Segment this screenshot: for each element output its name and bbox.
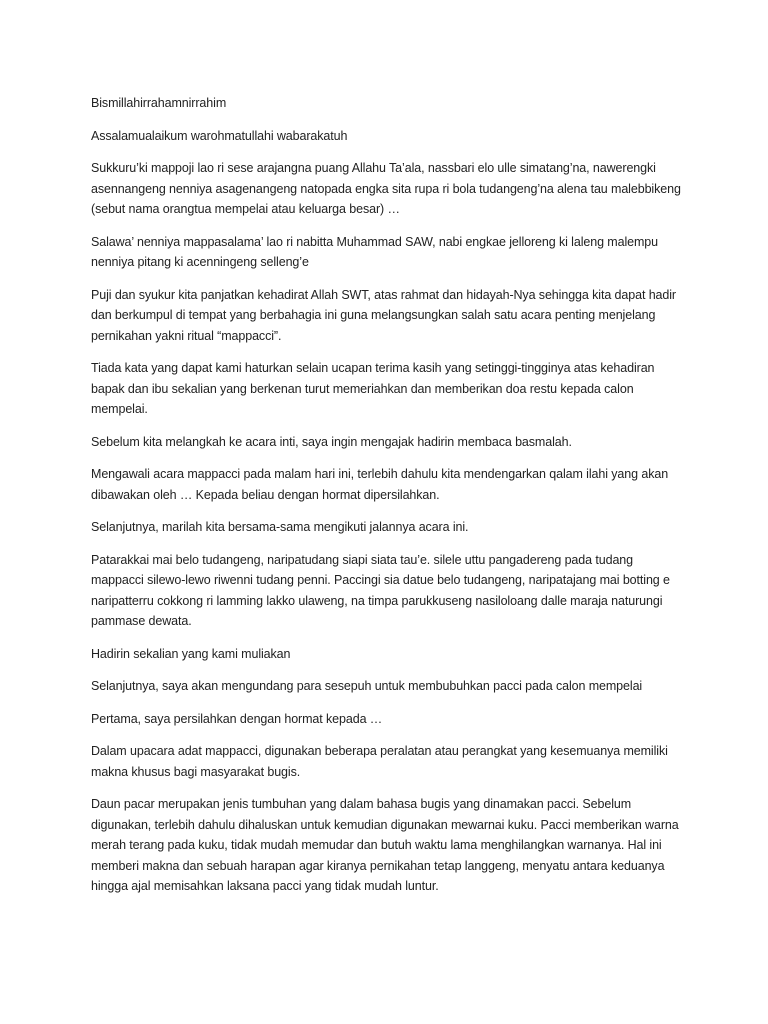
paragraph-bugis-salawat: Salawa’ nenniya mappasalama’ lao ri nabitta Muhammad SAW, nabi engkae jelloreng ki laleng malempu nenniya pitang ki acenningeng selleng’e bbox=[91, 234, 659, 269]
document-body bbox=[91, 93, 681, 909]
paragraph-bugis-gratitude: Sukkuru’ki mappoji lao ri sese arajangna puang Allahu Ta’ala, nassbari elo ulle simatang’na, nawerengki asennangeng nenniya asagenangeng natopada engka sita rupa ri bola tudangeng’na alena tau malebbikeng (sebut nama orangtua mempelai atau keluarga besar) … bbox=[91, 161, 681, 216]
paragraph-henna-meaning: Daun pacar merupakan jenis tumbuhan yang dalam bahasa bugis yang dinamakan pacci. Sebelum digunakan, terlebih dahulu dihaluskan untuk kemudian digunakan mewarnai kuku. Pacci memberikan warna merah terang pada kuku, tidak mudah memudar dan butuh waktu lama menghilangkan warnanya. Hal ini memberi makna dan sebuah harapan agar kiranya pernikahan tetap langgeng, menyatu antara keduanya hingga ajal memisahkan laksana pacci yang tidak mudah luntur. bbox=[91, 797, 679, 893]
paragraph-next-agenda: Selanjutnya, marilah kita bersama-sama mengikuti jalannya acara ini. bbox=[91, 520, 469, 534]
paragraph-thanks: Tiada kata yang dapat kami haturkan selain ucapan terima kasih yang setinggi-tingginya atas kehadiran bapak dan ibu sekalian yang berkenan turut memeriahkan dan memberikan doa restu kepada calon mempelai. bbox=[91, 361, 655, 416]
paragraph-greeting: Assalamualaikum warohmatullahi wabarakatuh bbox=[91, 128, 348, 143]
paragraph-tools: Dalam upacara adat mappacci, digunakan beberapa peralatan atau perangkat yang kesemuanya memiliki makna khusus bagi masyarakat bugis. bbox=[91, 744, 668, 779]
paragraph-first-invite: Pertama, saya persilahkan dengan hormat kepada … bbox=[91, 711, 383, 726]
paragraph-invite-elders: Selanjutnya, saya akan mengundang para sesepuh untuk membubuhkan pacci pada calon mempelai bbox=[91, 679, 643, 693]
paragraph-opening-basmalah: Bismillahirrahamnirrahim bbox=[91, 96, 227, 110]
paragraph-basmalah: Sebelum kita melangkah ke acara inti, saya ingin mengajak hadirin membaca basmalah. bbox=[91, 434, 572, 449]
paragraph-qalam-ilahi: Mengawali acara mappacci pada malam hari ini, terlebih dahulu kita mendengarkan qalam ilahi yang akan dibawakan oleh … Kepada beliau dengan hormat dipersilahkan. bbox=[91, 467, 669, 502]
paragraph-bugis-ceremony: Patarakkai mai belo tudangeng, naripatudang siapi siata tau’e. silele uttu pangadereng pada tudang mappacci silewo-lewo riwenni tudang penni. Paccingi sia datue belo tudangeng, naripatajang mai botting e naripatterru cokkong ri lamming lakko ulaweng, na timpa parukkuseng nasiloloang dalle maraja naturungi pammase dewata. bbox=[91, 552, 670, 628]
paragraph-audience: Hadirin sekalian yang kami muliakan bbox=[91, 646, 291, 661]
paragraph-praise: Puji dan syukur kita panjatkan kehadirat Allah SWT, atas rahmat dan hidayah-Nya sehingga kita dapat hadir dan berkumpul di tempat yang berbahagia ini guna melangsungkan salah satu acara penting menjelang pernikahan yakni ritual “mappacci”. bbox=[91, 287, 676, 343]
